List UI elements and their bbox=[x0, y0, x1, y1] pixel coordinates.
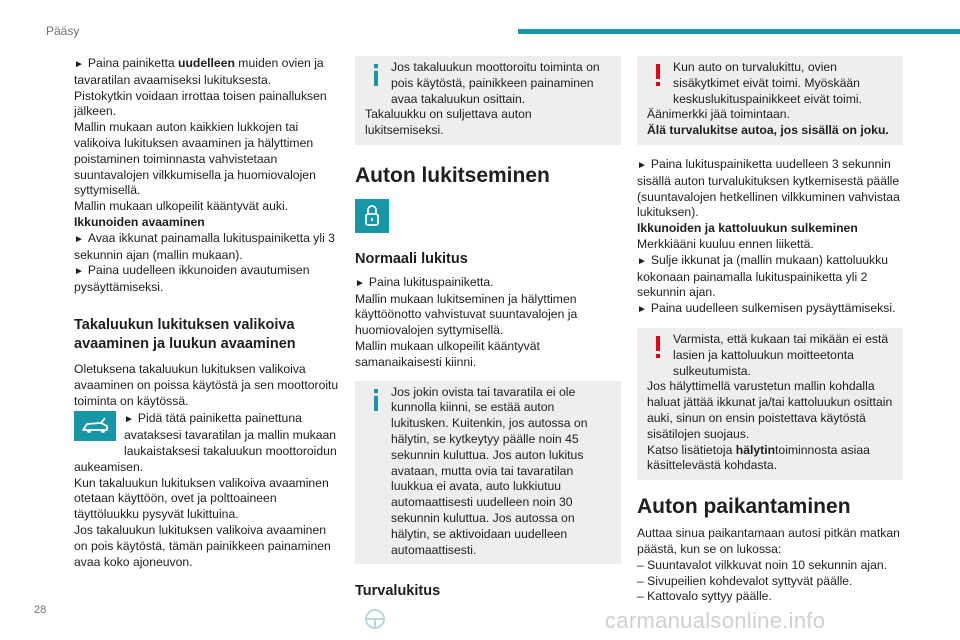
list-item: – Kattovalo syttyy päälle. bbox=[637, 589, 772, 604]
main-heading: Auton paikantaminen bbox=[637, 495, 851, 519]
watermark: carmanualsonline.info bbox=[605, 608, 826, 633]
arrow-icon: ► bbox=[124, 414, 134, 426]
column-3 bbox=[637, 56, 903, 605]
car-trunk-icon bbox=[74, 411, 116, 446]
main-heading: Auton lukitseminen bbox=[355, 163, 550, 187]
warning-icon bbox=[649, 62, 667, 88]
paragraph: Oletuksena takaluukun lukituksen valikoiva avaaminen on poissa käytöstä ja sen moottoroitu toiminta on käytössä. bbox=[74, 361, 339, 408]
paragraph: ► Paina painiketta uudelleen muiden ovien ja tavaratilan avaamiseksi lukituksesta. bbox=[74, 56, 324, 87]
column-2 bbox=[355, 56, 621, 638]
paragraph: ► Paina uudelleen ikkunoiden avautumisen pysäyttämiseksi. bbox=[74, 263, 310, 295]
warning-box: Varmista, että kukaan tai mikään ei estä lasien ja kattoluukun moitteetonta sulkeutumista. Jos hälyttimellä varustetun mallin kohdalla haluat jättää ikkunat ja/tai kattoluukun osittain auki, sinun on ensin poistettava käytöstä sisätilojen suojaus. Katso lisätietoja hälytintoiminnosta asiaa käsittelevästä kohdasta. bbox=[637, 328, 903, 480]
arrow-icon: ► bbox=[74, 59, 84, 70]
arrow-icon: ► bbox=[637, 159, 647, 171]
inline-heading: Ikkunoiden avaaminen bbox=[74, 214, 205, 229]
header-section-title: Pääsy bbox=[46, 24, 80, 38]
inline-heading: Ikkunoiden ja kattoluukun sulkeminen bbox=[637, 221, 858, 236]
paragraph: Merkkiääni kuuluu ennen liikettä. bbox=[637, 236, 814, 251]
paragraph: ► Avaa ikkunat painamalla lukituspainiketta yli 3 sekunnin ajan (mallin mukaan). bbox=[74, 230, 335, 262]
info-box: Jos takaluukun moottoroitu toiminta on pois käytöstä, painikkeen painaminen avaa takaluukun osittain. Takaluukku on suljettava auton lukitsemiseksi. bbox=[355, 56, 621, 145]
section-heading: Turvalukitus bbox=[355, 583, 441, 600]
paragraph: ► Paina uudelleen sulkemisen pysäyttämiseksi. bbox=[637, 301, 896, 316]
arrow-icon: ► bbox=[637, 304, 647, 316]
paragraph: Mallin mukaan ulkopeilit kääntyvät auki. bbox=[74, 199, 289, 214]
info-icon bbox=[367, 387, 385, 413]
list-item: – Sivupeilien kohdevalot syttyvät päälle. bbox=[637, 573, 853, 588]
info-box: Jos jokin ovista tai tavaratila ei ole kunnolla kiinni, se estää auton lukitusken. Kuitenkin, jos autossa on hälytin, se kytkeytyy päälle noin 45 sekunnin kuluttua. Jos auton lukitus avataan, mutta ovia tai tavaratilan luukkua ei avata, auto lukkiutuu automaattisesti uudelleen noin 30 sekunnin kuluttua. Jos autossa on hälytin, se aktivoidaan uudelleen automaattisesti. bbox=[355, 381, 621, 565]
arrow-icon: ► bbox=[74, 266, 84, 278]
steering-wheel-icon bbox=[355, 607, 621, 638]
paragraph: Pistokytkin voidaan irrottaa toisen painalluksen jälkeen. bbox=[74, 88, 327, 119]
paragraph: Jos takaluukun lukituksen valikoiva avaaminen on pois käytöstä, tämän painikkeen painaminen avaa koko ajoneuvon. bbox=[74, 522, 331, 569]
section-heading: Normaali lukitus bbox=[355, 250, 468, 267]
warning-icon bbox=[649, 334, 667, 360]
header-accent-bar bbox=[518, 29, 960, 34]
paragraph: ► Pidä tätä painiketta painettuna avataksesi tavaratilan ja mallin mukaan laukaistaksesi takaluukun moottoroidun aukeamisen. bbox=[74, 411, 337, 474]
page-number: 28 bbox=[34, 604, 47, 616]
arrow-icon: ► bbox=[355, 277, 365, 289]
arrow-icon: ► bbox=[637, 255, 647, 267]
paragraph: ► Paina lukituspainiketta uudelleen 3 sekunnin sisällä auton turvalukituksen kytkemisestä päälle (suuntavalojen hetkellinen vilkkuminen vahvistaa lukituksen). bbox=[637, 156, 900, 220]
paragraph: ► Paina lukituspainiketta. bbox=[355, 274, 494, 289]
lock-icon bbox=[355, 199, 621, 238]
paragraph: Auttaa sinua paikantamaan autosi pitkän matkan päästä, kun se on lukossa: bbox=[637, 526, 900, 556]
arrow-icon: ► bbox=[74, 233, 84, 245]
info-icon bbox=[367, 62, 385, 88]
paragraph: Kun takaluukun lukituksen valikoiva avaaminen otetaan käyttöön, ovet ja polttoaineen täyttöluukku pysyvät lukittuina. bbox=[74, 475, 329, 522]
paragraph: Mallin mukaan auton kaikkien lukkojen tai valikoiva lukituksen avaaminen ja hälyttimen poistaminen toiminnasta vahvistetaan suuntavalojen vilkkumisella ja huomiovalojen syttymisellä. bbox=[74, 120, 316, 198]
paragraph: ► Sulje ikkunat ja (mallin mukaan) kattoluukku kokonaan painamalla lukituspainiketta yli 2 sekunnin ajan. bbox=[637, 252, 888, 300]
list-item: – Suuntavalot vilkkuvat noin 10 sekunnin ajan. bbox=[637, 557, 888, 572]
column-1 bbox=[74, 56, 342, 570]
section-heading: Takaluukun lukituksen valikoiva avaaminen ja luukun avaaminen bbox=[74, 316, 296, 352]
paragraph: Mallin mukaan lukitseminen ja hälyttimen käyttöönotto vahvistuvat suuntavalojen ja huomiovalojen syttymisellä. bbox=[355, 291, 578, 338]
paragraph: Mallin mukaan ulkopeilit kääntyvät samanaikaisesti kiinni. bbox=[355, 338, 540, 369]
warning-box: Kun auto on turvalukittu, ovien sisäkytkimet eivät toimi. Myöskään keskuslukituspainikkeet eivät toimi. Äänimerkki jää toimintaan. Älä turvalukitse autoa, jos sisällä on joku. bbox=[637, 56, 903, 145]
